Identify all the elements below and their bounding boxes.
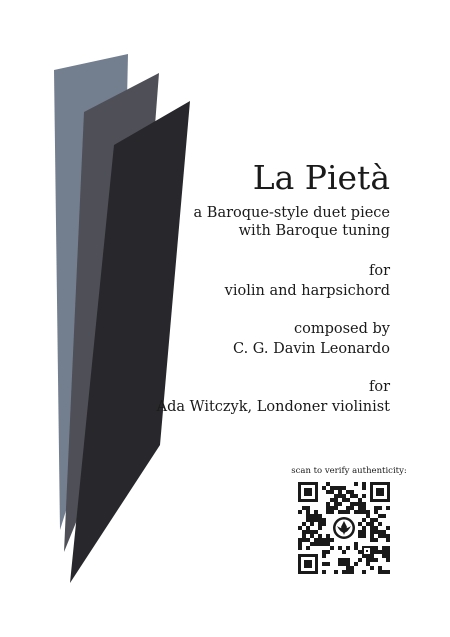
subtitle-line-2: with Baroque tuning bbox=[238, 223, 390, 239]
qr-caption: scan to verify authenticity: bbox=[291, 466, 407, 476]
composed-by-label: composed by bbox=[294, 321, 390, 337]
page-title: La Pietà bbox=[252, 158, 390, 197]
dedicatee: Ada Witczyk, Londoner violinist bbox=[156, 399, 390, 415]
qr-code-icon bbox=[298, 482, 390, 574]
dedication-label: for bbox=[368, 379, 390, 395]
subtitle-line-1: a Baroque-style duet piece bbox=[193, 205, 390, 221]
instrumentation: violin and harpsichord bbox=[224, 283, 390, 299]
for-label: for bbox=[368, 263, 390, 279]
composer-name: C. G. Davin Leonardo bbox=[233, 341, 390, 357]
